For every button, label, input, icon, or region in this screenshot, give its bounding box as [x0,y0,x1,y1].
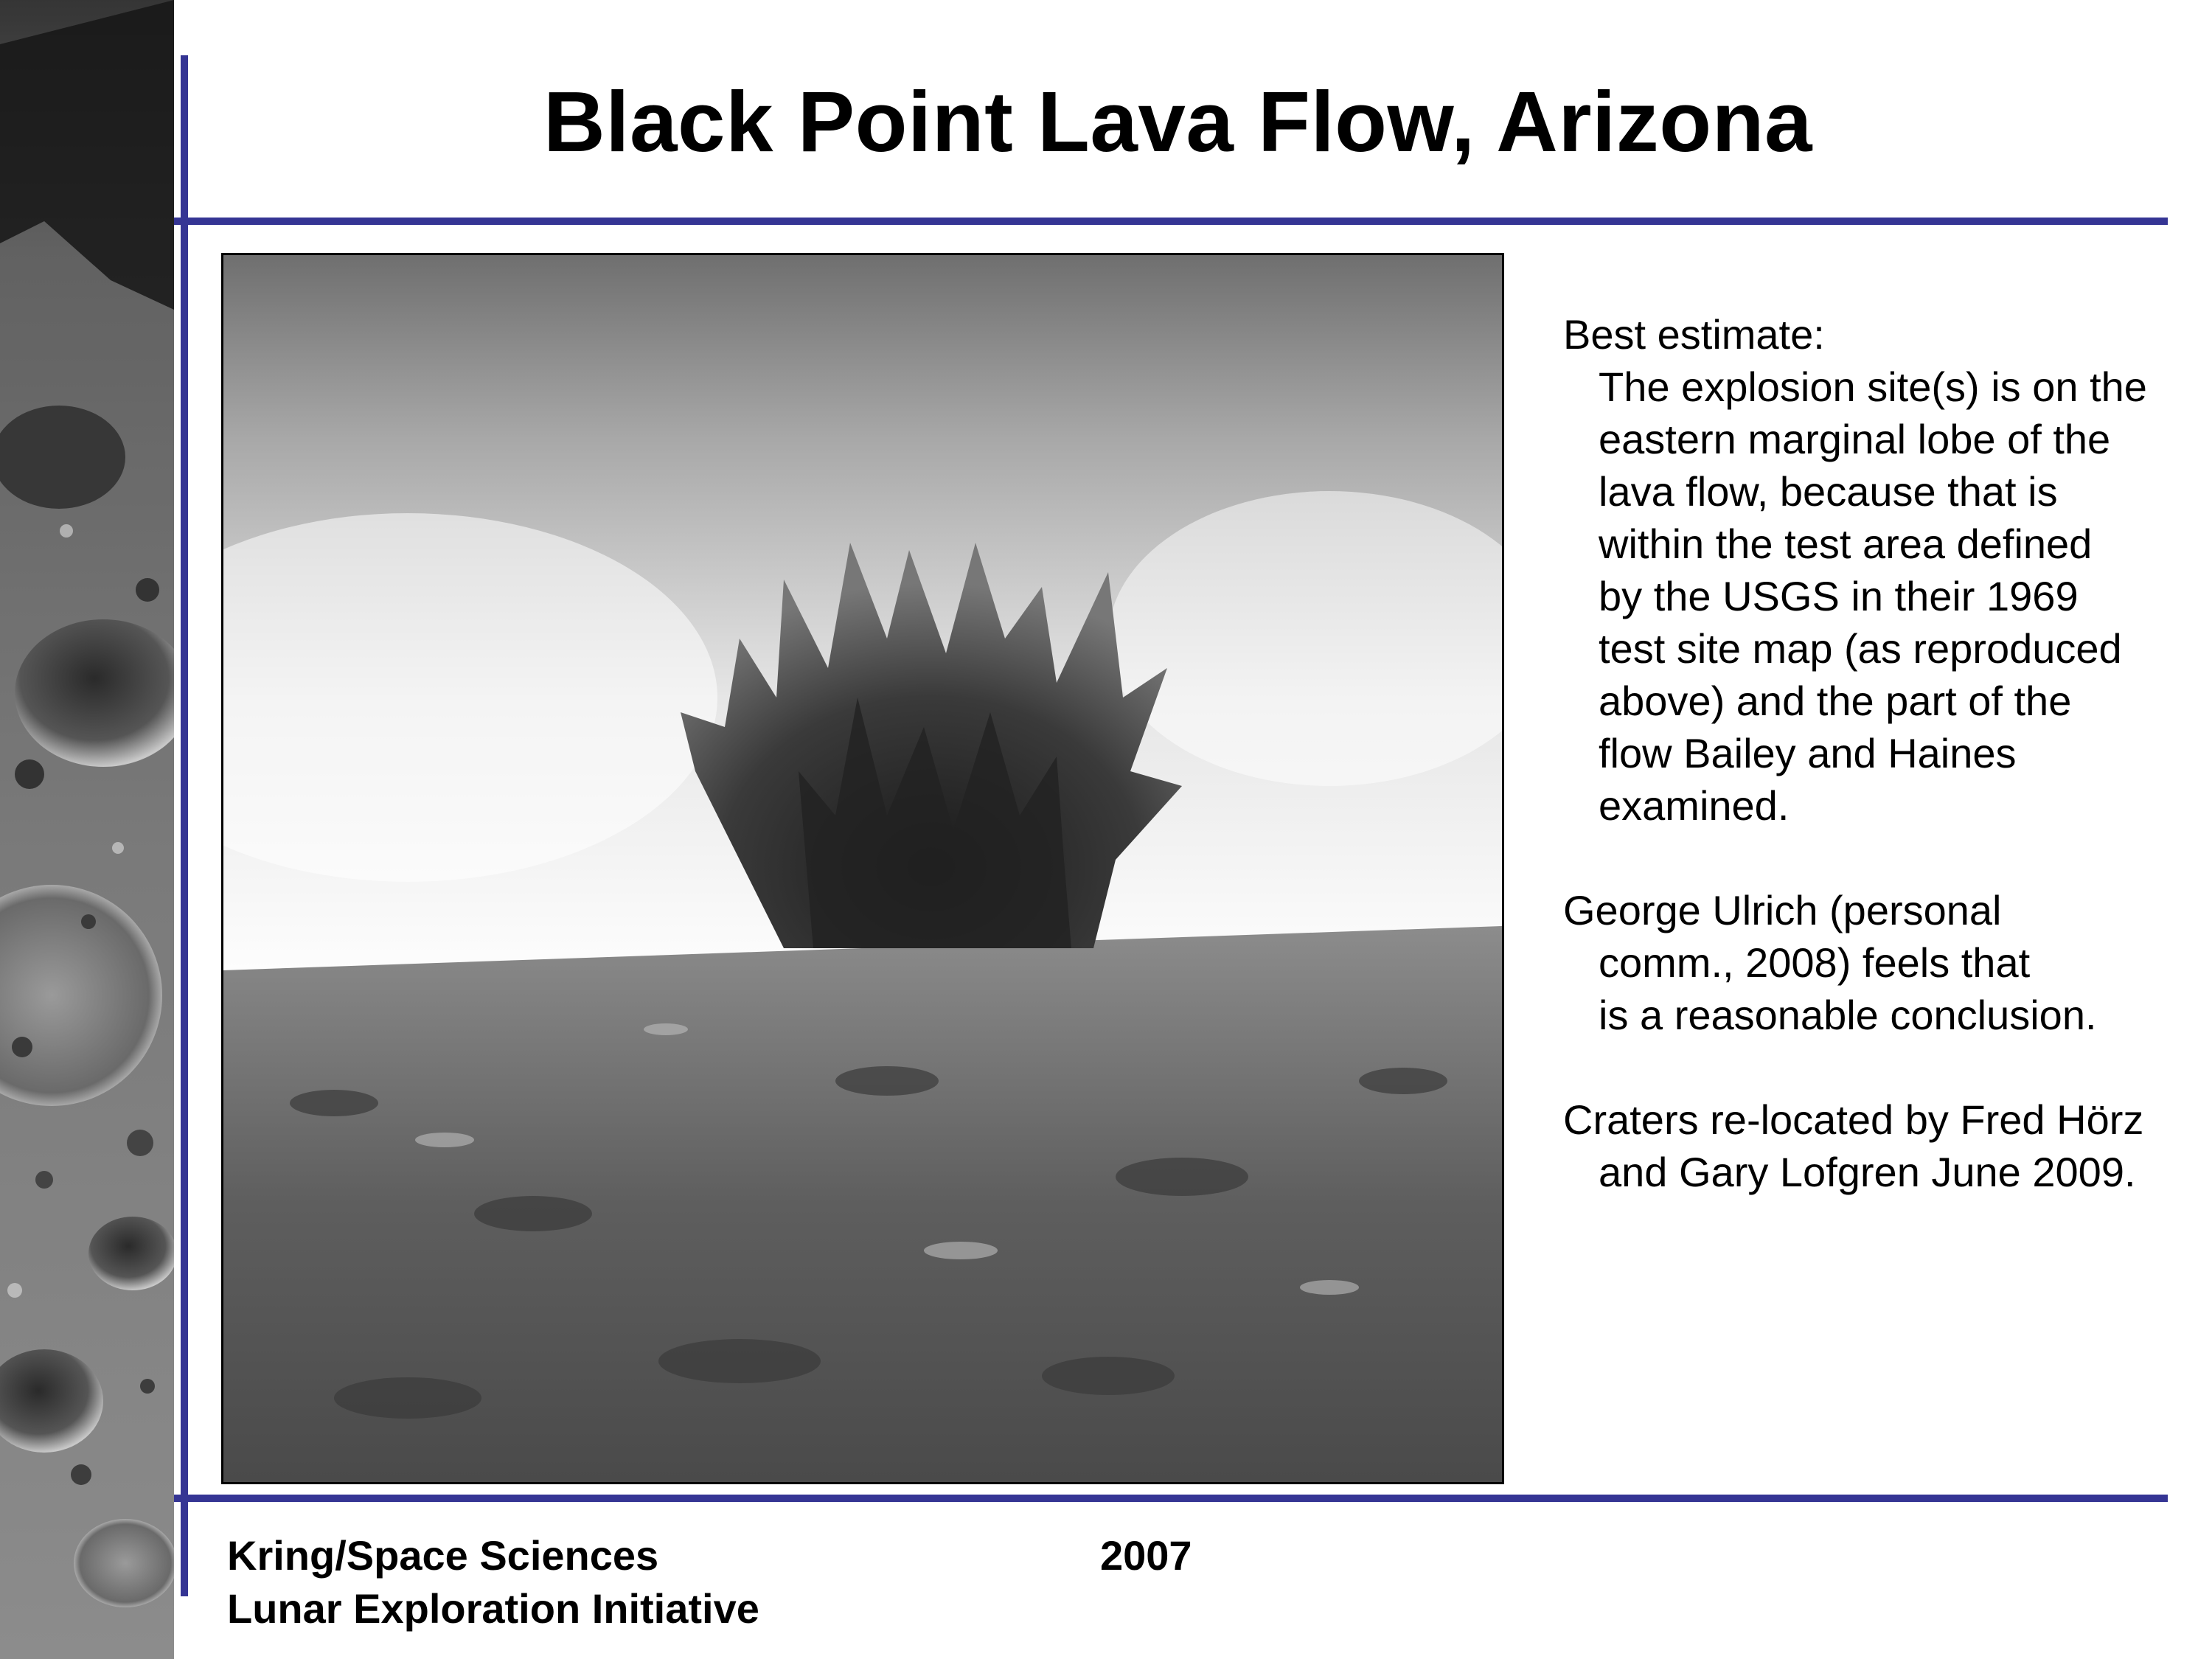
slide-title: Black Point Lava Flow, Arizona [543,74,1812,170]
notes-line: eastern marginal lobe of the [1599,416,2111,462]
notes-line: comm., 2008) feels that [1599,939,2031,986]
notes-line: test site map (as reproduced [1599,625,2122,672]
notes-paragraph [1563,884,2197,1041]
notes-line: above) and the part of the [1599,678,2072,724]
footer-year: 2007 [1100,1532,1192,1579]
notes-line: lava flow, because that is [1599,468,2058,515]
title-underline-rule [174,218,2168,225]
footer-org-line1: Kring/Space Sciences [227,1532,659,1579]
notes-text [1563,308,2197,1251]
notes-line: Craters re-located by Fred Hörz [1563,1096,2144,1143]
notes-line: by the USGS in their 1969 [1599,573,2079,619]
notes-line: is a reasonable conclusion. [1599,992,2097,1038]
notes-line: Best estimate: [1563,311,1825,358]
notes-line: and Gary Lofgren June 2009. [1599,1149,2136,1195]
lunar-surface-image [0,0,174,1659]
vertical-accent-rule [181,55,188,1596]
notes-line: flow Bailey and Haines [1599,730,2017,776]
footer-organization [227,1529,759,1635]
notes-paragraph [1563,308,2197,832]
explosion-photo [221,253,1504,1484]
footer-rule [174,1495,2168,1502]
notes-line: examined. [1599,782,1790,829]
notes-line: George Ulrich (personal [1563,887,2002,933]
footer-org-line2: Lunar Exploration Initiative [227,1585,759,1632]
notes-line: within the test area defined [1599,521,2093,567]
notes-line: The explosion site(s) is on the [1599,364,2147,410]
notes-paragraph [1563,1093,2197,1198]
